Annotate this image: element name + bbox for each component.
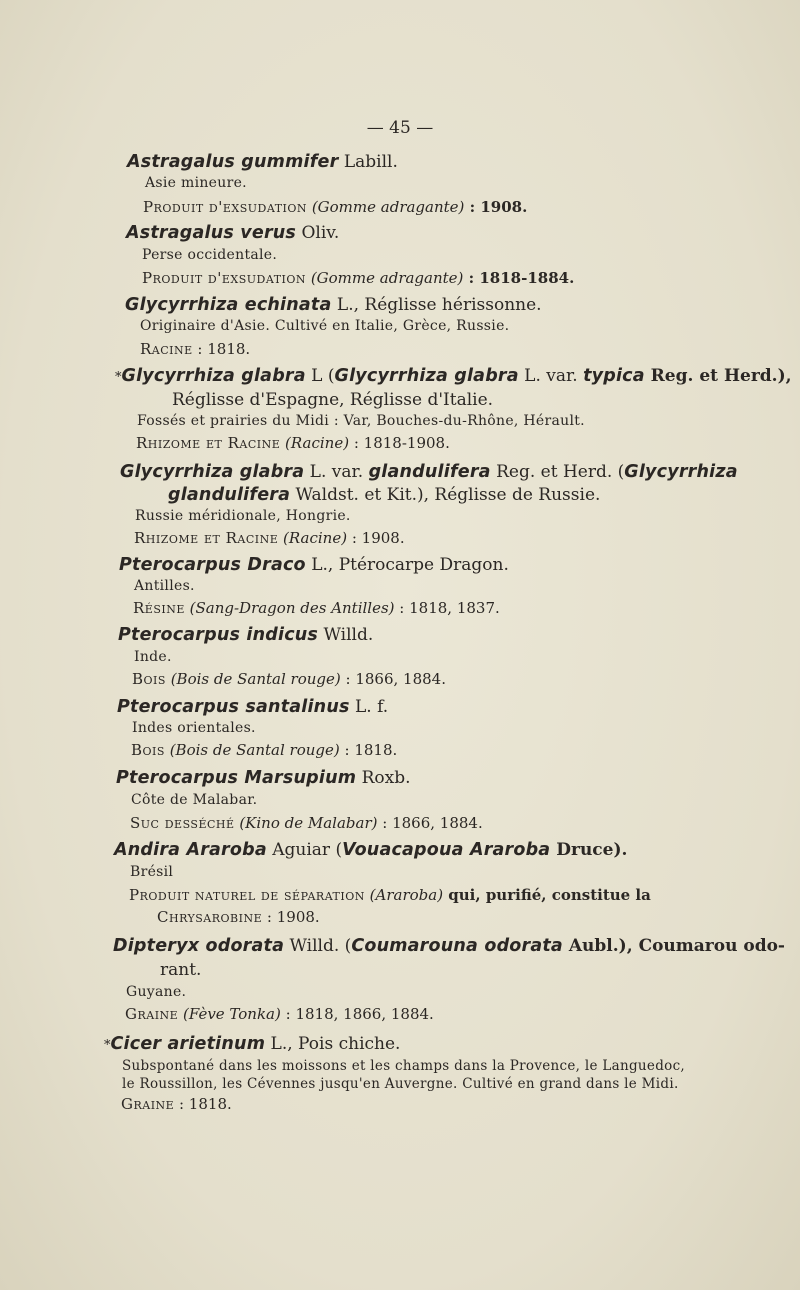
origin-text: Antilles. — [134, 578, 195, 594]
origin-text: Guyane. — [126, 984, 187, 1000]
product-line: Produit d'exsudation (Gomme adragante) : 1818-1884. — [142, 269, 575, 287]
species-heading: Dipteryx odorata Willd. (Coumarouna odorata Aubl.), Coumarou odo- — [113, 936, 785, 956]
product-line: Graine (Fève Tonka) : 1818, 1866, 1884. — [125, 1005, 434, 1023]
species-heading: Andira Araroba Aguiar (Vouacapoua Araroba Druce). — [114, 840, 628, 860]
product-line: Bois (Bois de Santal rouge) : 1818. — [131, 741, 398, 759]
species-heading: Astragalus gummifer Labill. — [127, 152, 398, 172]
product-line: Racine : 1818. — [140, 340, 251, 358]
origin-text: Côte de Malabar. — [131, 792, 258, 808]
origin-text-continued: le Roussillon, les Cévennes jusqu'en Auvergne. Cultivé en grand dans le Midi. — [122, 1076, 679, 1092]
origin-text: Originaire d'Asie. Cultivé en Italie, Grèce, Russie. — [140, 318, 510, 334]
species-heading: Pterocarpus indicus Willd. — [118, 625, 374, 645]
species-heading: Astragalus verus Oliv. — [126, 223, 340, 243]
origin-text: Subspontané dans les moissons et les champs dans la Provence, le Languedoc, — [122, 1058, 686, 1074]
origin-text: Perse occidentale. — [142, 247, 278, 263]
product-line-continued: Chrysarobine : 1908. — [157, 908, 320, 926]
origin-text: Fossés et prairies du Midi : Var, Bouches-du-Rhône, Hérault. — [137, 413, 585, 429]
species-heading: Glycyrrhiza glabra L. var. glandulifera Reg. et Herd. (Glycyrrhiza — [120, 462, 738, 482]
product-line: Rhizome et Racine (Racine) : 1908. — [134, 529, 405, 547]
product-line: Suc desséché (Kino de Malabar) : 1866, 1884. — [130, 814, 483, 832]
product-line: Graine : 1818. — [121, 1095, 232, 1113]
species-common-names: Réglisse d'Espagne, Réglisse d'Italie. — [172, 390, 494, 410]
page-number: — 45 — — [366, 118, 434, 138]
product-line: Produit naturel de séparation (Araroba) qui, purifié, constitue la — [129, 886, 651, 904]
product-line: Résine (Sang-Dragon des Antilles) : 1818, 1837. — [133, 599, 500, 617]
species-heading-continued: glandulifera Waldst. et Kit.), Réglisse de Russie. — [168, 485, 601, 505]
species-heading: Pterocarpus Draco L., Ptérocarpe Dragon. — [119, 555, 509, 575]
species-heading: *Glycyrrhiza glabra L (Glycyrrhiza glabra L. var. typica Reg. et Herd.), — [115, 366, 792, 386]
species-heading: *Cicer arietinum L., Pois chiche. — [104, 1034, 401, 1054]
origin-text: Inde. — [134, 649, 172, 665]
species-heading: Pterocarpus Marsupium Roxb. — [116, 768, 411, 788]
origin-text: Asie mineure. — [145, 175, 247, 191]
product-line: Produit d'exsudation (Gomme adragante) : 1908. — [143, 198, 528, 216]
species-heading: Glycyrrhiza echinata L., Réglisse hérissonne. — [125, 295, 542, 315]
species-heading-continued: rant. — [160, 960, 202, 980]
species-heading: Pterocarpus santalinus L. f. — [117, 697, 389, 717]
origin-text: Russie méridionale, Hongrie. — [135, 508, 351, 524]
origin-text: Brésil — [130, 864, 174, 880]
product-line: Bois (Bois de Santal rouge) : 1866, 1884. — [132, 670, 446, 688]
origin-text: Indes orientales. — [132, 720, 256, 736]
product-line: Rhizome et Racine (Racine) : 1818-1908. — [136, 434, 450, 452]
